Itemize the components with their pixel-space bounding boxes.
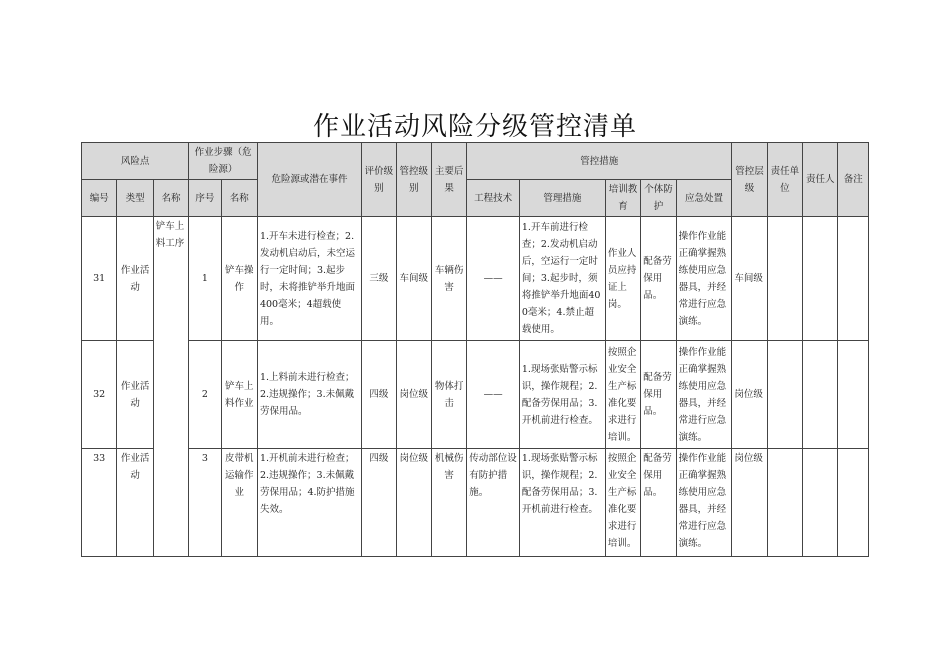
header-emergency: 应急处置 <box>676 180 732 217</box>
cell-seq: 3 <box>189 449 221 557</box>
cell-eval: 三级 <box>362 217 396 341</box>
cell-eval: 四级 <box>362 449 396 557</box>
header-control-level: 管控级别 <box>396 143 431 217</box>
cell-ctrl: 车间级 <box>396 217 431 341</box>
cell-step: 皮带机运输作业 <box>221 449 257 557</box>
header-measures: 管控措施 <box>467 143 732 180</box>
header-seq: 序号 <box>189 180 221 217</box>
cell-emergency: 操作作业能正确掌握熟练使用应急器具，并经常进行应急演练。 <box>676 341 732 449</box>
cell-management: 1.开车前进行检查；2.发动机启动后，空运行一定时间；3.起步时，须将推铲举升地面400毫米；4.禁止超载使用。 <box>519 217 605 341</box>
cell-remark <box>838 449 869 557</box>
cell-emergency: 操作作业能正确掌握熟练使用应急器具，并经常进行应急演练。 <box>676 217 732 341</box>
table-row <box>82 341 869 449</box>
cell-seq: 1 <box>189 217 221 341</box>
cell-ctrl: 岗位级 <box>396 449 431 557</box>
header-no: 编号 <box>82 180 117 217</box>
cell-step: 铲车操作 <box>221 217 257 341</box>
cell-person <box>803 217 838 341</box>
header-row-1 <box>82 143 869 180</box>
cell-engineering: —— <box>467 217 520 341</box>
header-remarks: 备注 <box>838 143 869 217</box>
cell-no: 32 <box>82 341 117 449</box>
cell-unit <box>767 341 802 449</box>
header-resp-person: 责任人 <box>803 143 838 217</box>
cell-type: 作业活动 <box>117 217 153 341</box>
header-consequence: 主要后果 <box>431 143 466 217</box>
cell-management: 1.现场张贴警示标识，操作规程；2.配备劳保用品；3.开机前进行检查。 <box>519 341 605 449</box>
header-type: 类型 <box>117 180 153 217</box>
cell-ppe: 配备劳保用品。 <box>641 341 676 449</box>
cell-tier: 车间级 <box>732 217 767 341</box>
table-row <box>82 449 869 557</box>
cell-management: 1.现场张贴警示标识，操作规程；2.配备劳保用品；3.开机前进行检查。 <box>519 449 605 557</box>
header-eval-level: 评价级别 <box>362 143 396 217</box>
cell-unit <box>767 449 802 557</box>
cell-emergency: 操作作业能正确掌握熟练使用应急器具，并经常进行应急演练。 <box>676 449 732 557</box>
cell-person <box>803 449 838 557</box>
header-engineering: 工程技术 <box>467 180 520 217</box>
header-name: 名称 <box>153 180 188 217</box>
table-row <box>82 217 869 341</box>
cell-merged-name: 铲车上料工序 <box>153 217 188 557</box>
document-title: 作业活动风险分级管控清单 <box>312 112 637 142</box>
risk-control-table <box>81 142 869 557</box>
cell-hazard: 1.开车未进行检查；2.发动机启动后，未空运行一定时间；3.起步时，未将推铲举升地面400毫米；4超载使用。 <box>257 217 361 341</box>
cell-remark <box>838 217 869 341</box>
cell-tier: 岗位级 <box>732 449 767 557</box>
cell-engineering: 传动部位设有防护措施。 <box>467 449 520 557</box>
header-hazard: 危险源或潜在事件 <box>257 143 361 217</box>
header-ppe: 个体防护 <box>641 180 676 217</box>
cell-seq: 2 <box>189 341 221 449</box>
cell-consequence: 物体打击 <box>431 341 466 449</box>
cell-training: 按照企业安全生产标准化要求进行培训。 <box>605 341 640 449</box>
cell-type: 作业活动 <box>117 341 153 449</box>
cell-consequence: 机械伤害 <box>431 449 466 557</box>
cell-no: 33 <box>82 449 117 557</box>
cell-step: 铲车上料作业 <box>221 341 257 449</box>
cell-training: 按照企业安全生产标准化要求进行培训。 <box>605 449 640 557</box>
cell-type: 作业活动 <box>117 449 153 557</box>
header-training: 培训教育 <box>605 180 640 217</box>
header-management: 管理措施 <box>519 180 605 217</box>
header-step-name: 名称 <box>221 180 257 217</box>
cell-hazard: 1.开机前未进行检查；2.违规操作；3.未佩戴劳保用品；4.防护措施失效。 <box>257 449 361 557</box>
cell-training: 作业人员应持证上岗。 <box>605 217 640 341</box>
cell-consequence: 车辆伤害 <box>431 217 466 341</box>
header-resp-unit: 责任单位 <box>767 143 802 217</box>
cell-eval: 四级 <box>362 341 396 449</box>
cell-unit <box>767 217 802 341</box>
cell-no: 31 <box>82 217 117 341</box>
cell-engineering: —— <box>467 341 520 449</box>
cell-remark <box>838 341 869 449</box>
header-ctrl-tier: 管控层级 <box>732 143 767 217</box>
cell-ppe: 配备劳保用品。 <box>641 449 676 557</box>
cell-ppe: 配备劳保用品。 <box>641 217 676 341</box>
cell-person <box>803 341 838 449</box>
cell-ctrl: 岗位级 <box>396 341 431 449</box>
cell-hazard: 1.上料前未进行检查；2.违规操作；3.未佩戴劳保用品。 <box>257 341 361 449</box>
header-steps: 作业步骤（危险源） <box>189 143 258 180</box>
cell-tier: 岗位级 <box>732 341 767 449</box>
header-risk-point: 风险点 <box>82 143 189 180</box>
